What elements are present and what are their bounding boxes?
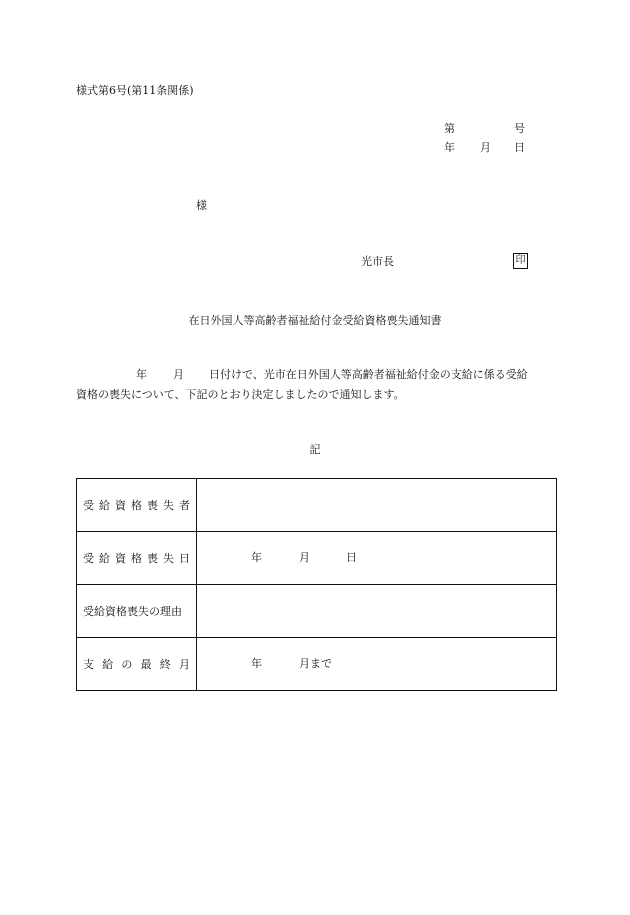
issue-date-year: 年 — [444, 141, 455, 154]
label-cell — [77, 479, 197, 532]
label-char: 日 — [179, 552, 190, 565]
label-char: 受 — [83, 499, 94, 512]
label-char: 失 — [163, 552, 174, 565]
ki-heading: 記 — [309, 443, 321, 456]
form-number: 様式第6号(第11条関係) — [76, 84, 194, 97]
label-cell — [77, 532, 197, 585]
label-char: 給 — [99, 552, 110, 565]
final-month-until: 月まで — [299, 657, 332, 670]
loss-date-month: 月 — [299, 551, 310, 564]
label-char: の — [121, 658, 133, 671]
document-title: 在日外国人等高齢者福祉給付金受給資格喪失通知書 — [188, 314, 442, 327]
document-number-prefix: 第 — [444, 122, 455, 135]
label-char: 支 — [83, 658, 94, 671]
table-row — [77, 585, 557, 638]
table-row — [77, 638, 557, 691]
loss-date-year: 年 — [251, 551, 262, 564]
table-row — [77, 479, 557, 532]
final-month-year: 年 — [251, 657, 262, 670]
label-char: 喪 — [147, 552, 158, 565]
value-cell-final-month[interactable] — [197, 638, 557, 691]
addressee-honorific: 様 — [196, 199, 207, 212]
label-char: 喪 — [147, 499, 158, 512]
value-cell-loss-person[interactable] — [197, 479, 557, 532]
loss-date-day: 日 — [346, 551, 357, 564]
label-cell — [77, 585, 197, 638]
issuer-name: 光市長 — [361, 255, 394, 268]
table-row — [77, 532, 557, 585]
issue-date-month: 月 — [480, 141, 491, 154]
row-label-loss-date — [83, 550, 190, 566]
body-month: 月 — [173, 368, 184, 381]
label-char: 最 — [140, 658, 152, 671]
label-cell — [77, 638, 197, 691]
label-char: 資 — [115, 499, 126, 512]
label-char: 者 — [179, 499, 190, 512]
label-char: 給 — [99, 499, 110, 512]
seal-stamp: 印 — [513, 253, 528, 269]
body-line-2: 資格の喪失について、下記のとおり決定しましたので通知します。 — [76, 388, 405, 401]
label-char: 終 — [159, 658, 171, 671]
document-number-suffix: 号 — [514, 122, 525, 135]
label-char: 格 — [131, 499, 142, 512]
label-char: 給 — [102, 658, 114, 671]
label-char: 失 — [163, 499, 174, 512]
value-cell-loss-reason[interactable] — [197, 585, 557, 638]
label-char: 月 — [178, 658, 190, 671]
value-cell-loss-date[interactable] — [197, 532, 557, 585]
body-line-1: 日付けで、光市在日外国人等高齢者福祉給付金の支給に係る受給 — [209, 368, 528, 381]
label-char: 資 — [115, 552, 126, 565]
row-label-loss-person — [83, 497, 190, 513]
label-char: 受 — [83, 552, 94, 565]
body-year: 年 — [136, 368, 147, 381]
details-table — [76, 478, 557, 691]
issue-date-day: 日 — [514, 141, 525, 154]
label-char: 格 — [131, 552, 142, 565]
row-label-loss-reason: 受給資格喪失の理由 — [83, 605, 182, 618]
row-label-final-month — [83, 656, 190, 672]
